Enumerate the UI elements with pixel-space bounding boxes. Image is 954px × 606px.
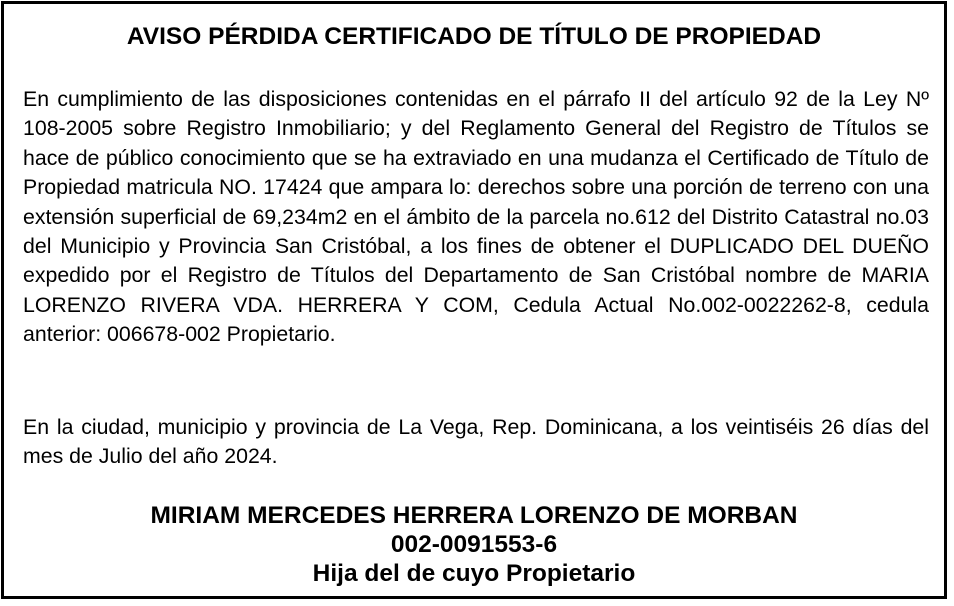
place-date-paragraph: En la ciudad, municipio y provincia de La Vega, Rep. Dominicana, a los veintiséis 26 días del mes de Julio del año 2024.	[23, 415, 929, 469]
signature-block	[4, 501, 944, 588]
signatory-id-number: 002-0091553-6	[390, 531, 558, 558]
signatory-relation: Hija del de cuyo Propietario	[312, 560, 636, 587]
notice-body-paragraph: En cumplimiento de las disposiciones contenidas en el párrafo II del artículo 92 de la Ley Nº 108-2005 sobre Registro Inmobiliario; y del Reglamento General del Registro de Títulos se hace de público conocimiento que se ha extraviado en una mudanza el Certificado de Título de Propiedad matricula NO. 17424 que ampara lo: derechos sobre una porción de terreno con una extensión superficial de 69,234m2 en el ámbito de la parcela no.612 del Distrito Catastral no.03 del Municipio y Provincia San Cristóbal, a los fines de obtener el DUPLICADO DEL DUEÑO expedido por el Registro de Títulos del Departamento de San Cristóbal nombre de MARIA LORENZO RIVERA VDA. HERRERA Y COM, Cedula Actual No.002-0022262-8, cedula anterior: 006678-002 Propietario.	[23, 87, 929, 347]
signatory-name: MIRIAM MERCEDES HERRERA LORENZO DE MORBAN	[150, 502, 798, 529]
notice-title: AVISO PÉRDIDA CERTIFICADO DE TÍTULO DE PROPIEDAD	[126, 23, 822, 50]
legal-notice-box	[1, 1, 947, 599]
